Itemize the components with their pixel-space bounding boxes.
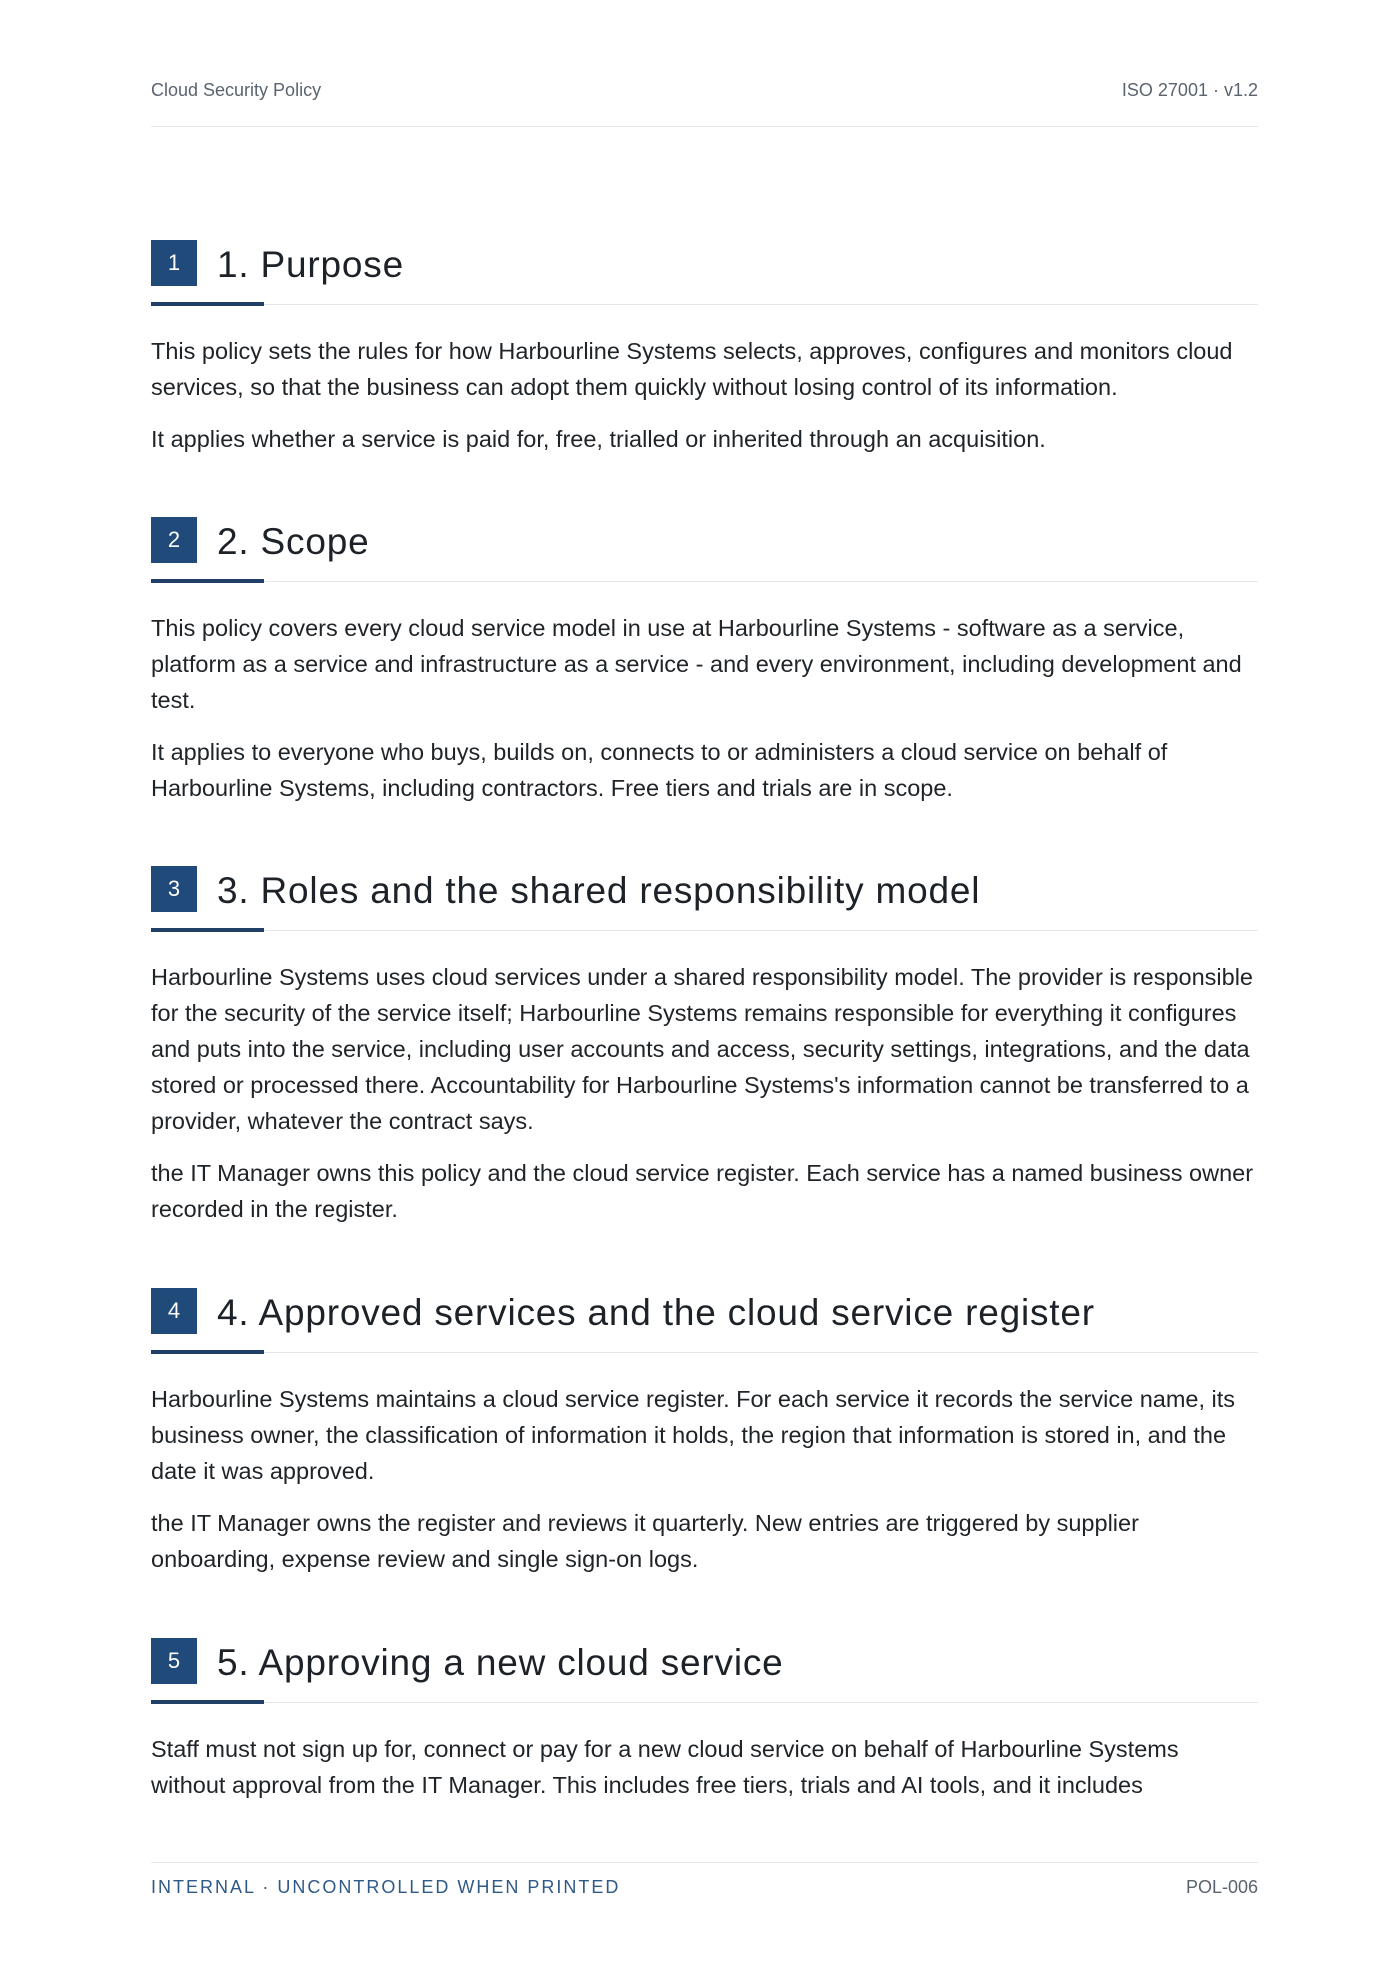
section-heading (151, 1288, 1258, 1353)
section-body (151, 333, 1258, 457)
section-body (151, 1731, 1258, 1803)
section-purpose (151, 240, 1258, 473)
section-roles (151, 866, 1258, 1243)
paragraph: This policy sets the rules for how Harbourline Systems selects, approves, configures and monitors cloud services, so that the business can adopt them quickly without losing control of its information. (151, 338, 1233, 400)
section-number-badge: 4 (151, 1288, 197, 1334)
section-number-badge: 1 (151, 240, 197, 286)
section-title: 1. Purpose (217, 244, 404, 285)
running-footer (151, 1862, 1258, 1899)
section-heading (151, 1638, 1258, 1703)
section-body (151, 959, 1258, 1227)
section-approving (151, 1638, 1258, 1819)
section-title: 3. Roles and the shared responsibility model (217, 870, 981, 911)
heading-accent-rule (151, 1700, 264, 1704)
paragraph: the IT Manager owns the register and reviews it quarterly. New entries are triggered by supplier onboarding, expense review and single sign-on logs. (151, 1510, 1139, 1572)
section-heading (151, 517, 1258, 582)
section-title: 5. Approving a new cloud service (217, 1642, 784, 1683)
policy-page (151, 0, 1258, 1979)
paragraph: Harbourline Systems maintains a cloud service register. For each service it records the service name, its business owner, the classification of information it holds, the region that information is stored in, and the date it was approved. (151, 1386, 1236, 1484)
section-register (151, 1288, 1258, 1593)
paragraph: This policy covers every cloud service model in use at Harbourline Systems - software as a service, platform as a service and infrastructure as a service - and every environment, including development and test. (151, 615, 1242, 713)
paragraph: Harbourline Systems uses cloud services under a shared responsibility model. The provider is responsible for the security of the service itself; Harbourline Systems remains responsible for everything it configures and puts into the service, including user accounts and access, security settings, integrations, and the data stored or processed there. Accountability for Harbourline Systems's information cannot be transferred to a provider, whatever the contract says. (151, 964, 1253, 1134)
heading-accent-rule (151, 1350, 264, 1354)
heading-accent-rule (151, 928, 264, 932)
paragraph: Staff must not sign up for, connect or pay for a new cloud service on behalf of Harbourline Systems without approval from the IT Manager. This includes free tiers, trials and AI tools, and it includes (151, 1736, 1179, 1798)
section-heading (151, 240, 1258, 305)
document-title: Cloud Security Policy (151, 80, 322, 100)
running-header (151, 78, 1258, 127)
section-number-badge: 3 (151, 866, 197, 912)
section-title: 4. Approved services and the cloud service register (217, 1292, 1095, 1333)
paragraph: the IT Manager owns this policy and the cloud service register. Each service has a named business owner recorded in the register. (151, 1160, 1254, 1222)
section-heading (151, 866, 1258, 931)
policy-id: POL-006 (1185, 1877, 1258, 1897)
section-number-badge: 5 (151, 1638, 197, 1684)
section-body (151, 1381, 1258, 1577)
section-number-badge: 2 (151, 517, 197, 563)
heading-accent-rule (151, 579, 264, 583)
classification-label: INTERNAL · UNCONTROLLED WHEN PRINTED (151, 1877, 621, 1897)
heading-accent-rule (151, 302, 264, 306)
paragraph: It applies whether a service is paid for, free, trialled or inherited through an acquisition. (151, 426, 1046, 452)
section-body (151, 610, 1258, 806)
section-title: 2. Scope (217, 521, 370, 562)
section-scope (151, 517, 1258, 822)
paragraph: It applies to everyone who buys, builds on, connects to or administers a cloud service on behalf of Harbourline Systems, including contractors. Free tiers and trials are in scope. (151, 739, 1168, 801)
standard-version: ISO 27001 · v1.2 (1121, 80, 1258, 100)
